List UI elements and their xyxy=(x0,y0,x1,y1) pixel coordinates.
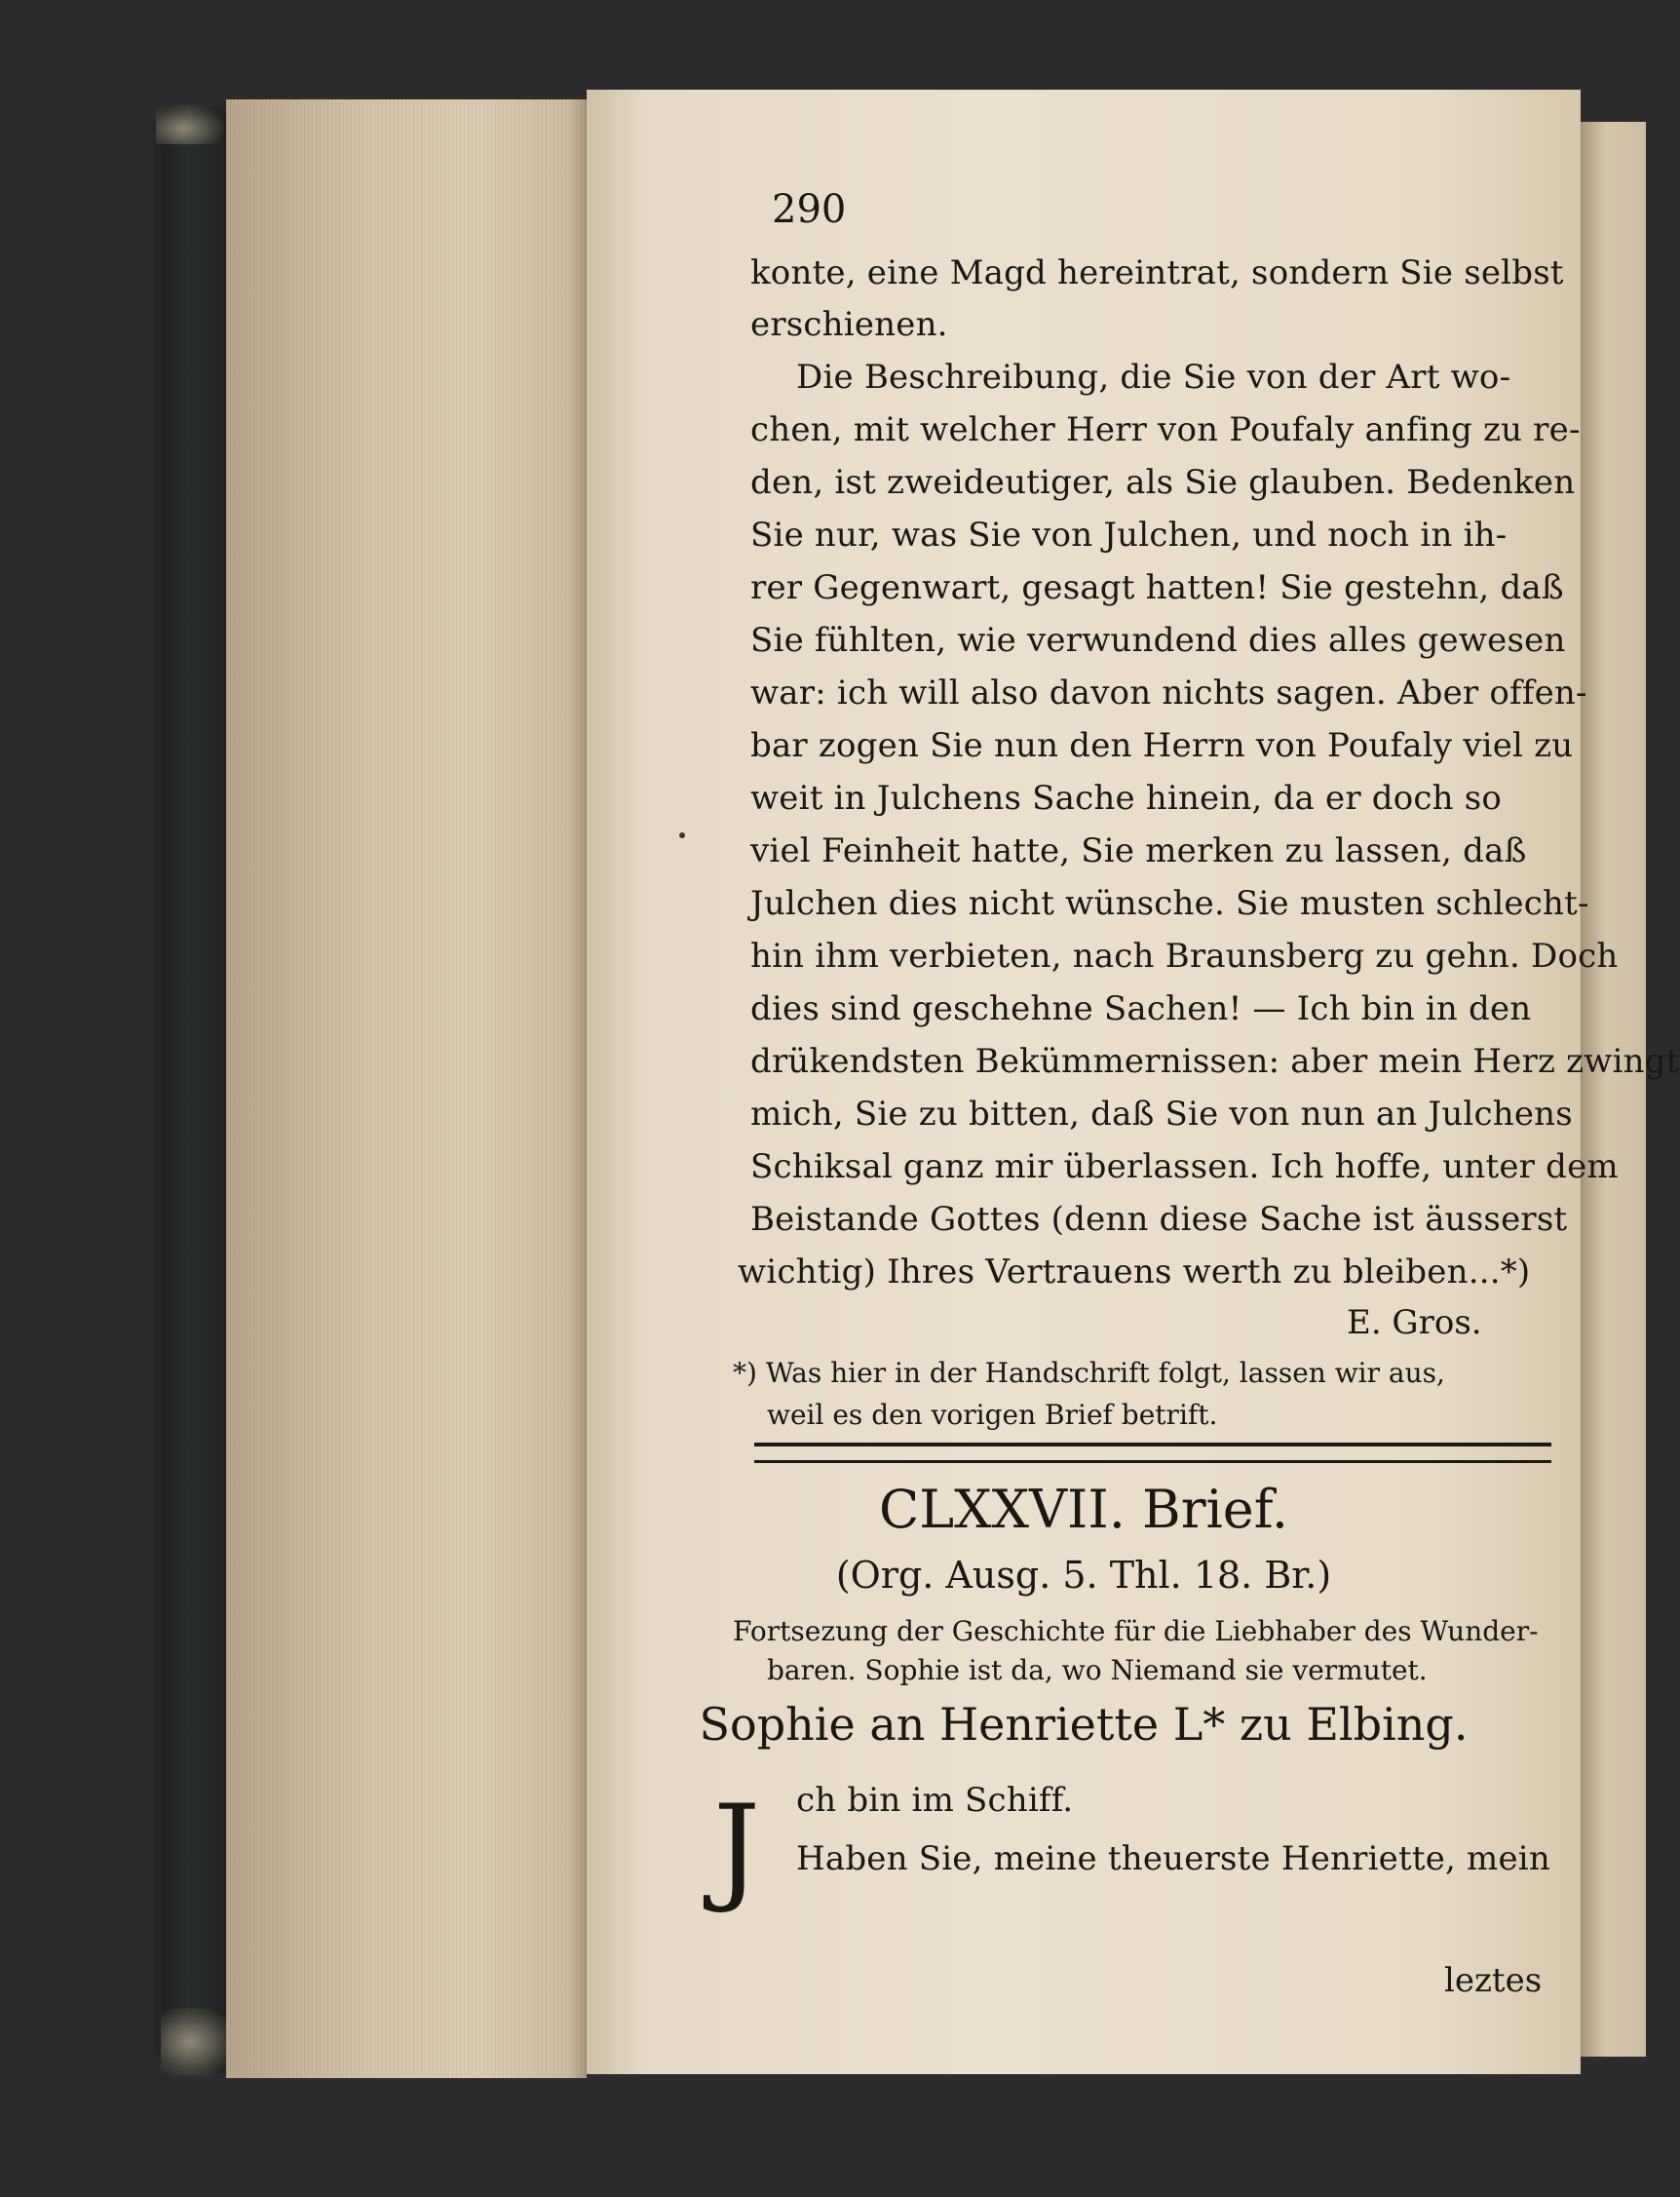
footnote-line: *) Was hier in der Handschrift folgt, lassen wir aus, xyxy=(733,1357,1445,1389)
body-line: hin ihm verbieten, nach Braunsberg zu gehn. Doch xyxy=(750,937,1619,976)
body-line: viel Feinheit hatte, Sie merken zu lassen, daß xyxy=(750,831,1527,870)
body-line: war: ich will also davon nichts sagen. Aber offen- xyxy=(750,674,1587,713)
facing-page-edge xyxy=(1581,122,1646,2057)
body-line: mich, Sie zu bitten, daß Sie von nun an Julchens xyxy=(750,1095,1573,1134)
drop-cap-initial: J xyxy=(713,1781,761,1916)
body-line: Julchen dies nicht wünsche. Sie musten schlecht- xyxy=(750,884,1589,923)
letter-line: Haben Sie, meine theuerste Henriette, mein xyxy=(796,1839,1550,1878)
caption-line: baren. Sophie ist da, wo Niemand sie vermutet. xyxy=(767,1654,1428,1686)
body-line: wichtig) Ihres Vertrauens werth zu bleiben...*) xyxy=(738,1253,1531,1291)
letter-heading: CLXXVII. Brief. xyxy=(878,1479,1288,1540)
body-line: chen, mit welcher Herr von Poufaly anfing zu re- xyxy=(750,410,1581,449)
background xyxy=(0,0,156,2197)
page-number: 290 xyxy=(772,187,847,232)
body-line: Sie nur, was Sie von Julchen, und noch in ih- xyxy=(750,516,1508,555)
body-line: bar zogen Sie nun den Herrn von Poufaly viel zu xyxy=(750,726,1574,765)
body-line: Die Beschreibung, die Sie von der Art wo- xyxy=(796,358,1511,397)
letter-line: ch bin im Schiff. xyxy=(796,1781,1074,1820)
caption-line: Fortsezung der Geschichte für die Liebhaber des Wunder- xyxy=(733,1615,1539,1647)
body-line: dies sind geschehne Sachen! — Ich bin in den xyxy=(750,989,1532,1028)
page-edges xyxy=(226,96,587,2078)
body-line: den, ist zweideutiger, als Sie glauben. Bedenken xyxy=(750,463,1576,502)
cover-wear xyxy=(156,105,224,144)
ink-speck xyxy=(679,832,685,838)
letter-subheading: (Org. Ausg. 5. Thl. 18. Br.) xyxy=(835,1554,1332,1597)
body-line: Beistande Gottes (denn diese Sache ist äusserst xyxy=(750,1200,1568,1239)
body-line: rer Gegenwart, gesagt hatten! Sie gestehn, daß xyxy=(750,568,1564,607)
catchword: leztes xyxy=(1444,1961,1543,2000)
book-page xyxy=(587,90,1680,2074)
footnote-line: weil es den vorigen Brief betrift. xyxy=(767,1399,1218,1431)
letter-address: Sophie an Henriette L* zu Elbing. xyxy=(699,1698,1469,1751)
book-cover-spine xyxy=(154,105,232,2074)
body-line: drükendsten Bekümmernissen: aber mein Herz zwingt xyxy=(750,1042,1680,1081)
section-rule xyxy=(754,1443,1551,1463)
body-line: Schiksal ganz mir überlassen. Ich hoffe, unter dem xyxy=(750,1147,1619,1186)
body-line: weit in Julchens Sache hinein, da er doch so xyxy=(750,779,1503,818)
body-line: konte, eine Magd hereintrat, sondern Sie selbst xyxy=(750,253,1564,292)
body-line: Sie fühlten, wie verwundend dies alles gewesen xyxy=(750,621,1566,660)
body-line: erschienen. xyxy=(750,305,948,344)
signature: E. Gros. xyxy=(1347,1303,1482,1342)
cover-wear xyxy=(161,2008,234,2076)
